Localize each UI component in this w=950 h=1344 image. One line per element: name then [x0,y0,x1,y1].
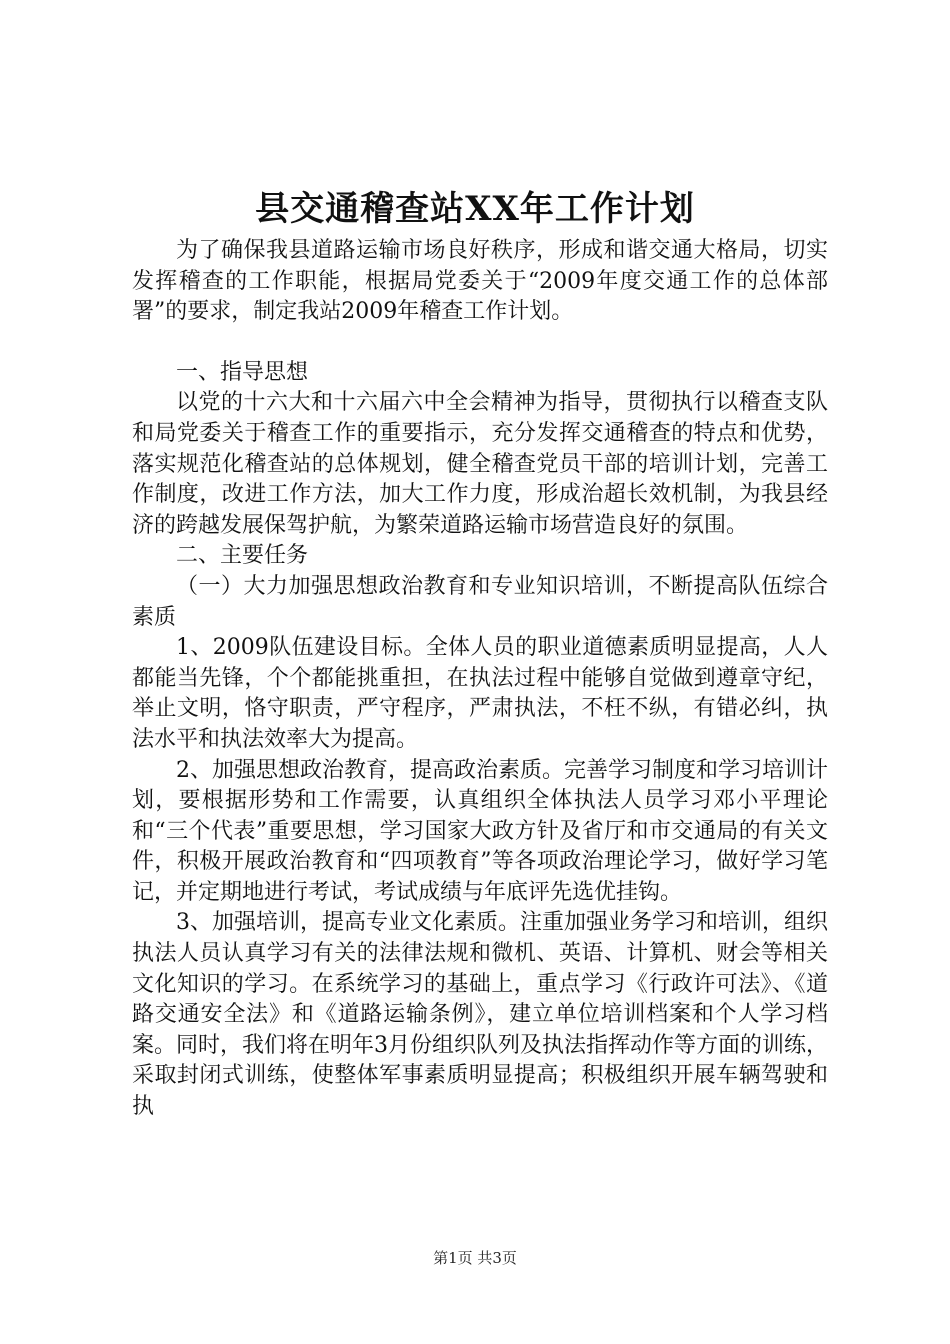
task-item-2: 2、加强思想政治教育，提高政治素质。完善学习制度和学习培训计划，要根据形势和工作需要，认真组织全体执法人员学习邓小平理论和“三个代表”重要思想，学习国家大政方针及省厅和市交通局的有关文件，积极开展政治教育和“四项教育”等各项政治理论学习，做好学习笔记，并定期地进行考试，考试成绩与年底评先选优挂钩。 [132,757,828,905]
document-title: 县交通稽查站XX年工作计划 [255,189,695,229]
page-footer: 第1页 共3页 [433,1249,517,1267]
section-heading-guiding-ideology: 一、指导思想 [176,359,309,385]
section-heading-main-tasks: 二、主要任务 [176,543,309,569]
subsection-heading-education: （一）大力加强思想政治教育和专业知识培训，不断提高队伍综合素质 [132,573,828,630]
guiding-ideology-paragraph: 以党的十六大和十六届六中全会精神为指导，贯彻执行以稽查支队和局党委关于稽查工作的重要指示，充分发挥交通稽查的特点和优势，落实规范化稽查站的总体规划，健全稽查党员干部的培训计划，完善工作制度，改进工作方法，加大工作力度，形成治超长效机制，为我县经济的跨越发展保驾护航，为繁荣道路运输市场营造良好的氛围。 [132,390,828,538]
task-item-3: 3、加强培训，提高专业文化素质。注重加强业务学习和培训，组织执法人员认真学习有关的法律法规和微机、英语、计算机、财会等相关文化知识的学习。在系统学习的基础上，重点学习《行政许可法》、《道路交通安全法》和《道路运输条例》，建立单位培训档案和个人学习档案。同时，我们将在明年3月份组织队列及执法指挥动作等方面的训练，采取封闭式训练，使整体军事素质明显提高；积极组织开展车辆驾驶和执 [132,910,828,1120]
paragraph-gap [132,328,828,358]
intro-paragraph: 为了确保我县道路运输市场良好秩序，形成和谐交通大格局，切实发挥稽查的工作职能，根据局党委关于“2009年度交通工作的总体部署”的要求，制定我站2009年稽查工作计划。 [132,238,828,325]
document-body [132,236,828,1123]
task-item-1: 1、2009队伍建设目标。全体人员的职业道德素质明显提高，人人都能当先锋，个个都能挑重担，在执法过程中能够自觉做到遵章守纪，举止文明，恪守职责，严守程序，严肃执法，不枉不纵，有错必纠，执法水平和执法效率大为提高。 [132,635,828,752]
